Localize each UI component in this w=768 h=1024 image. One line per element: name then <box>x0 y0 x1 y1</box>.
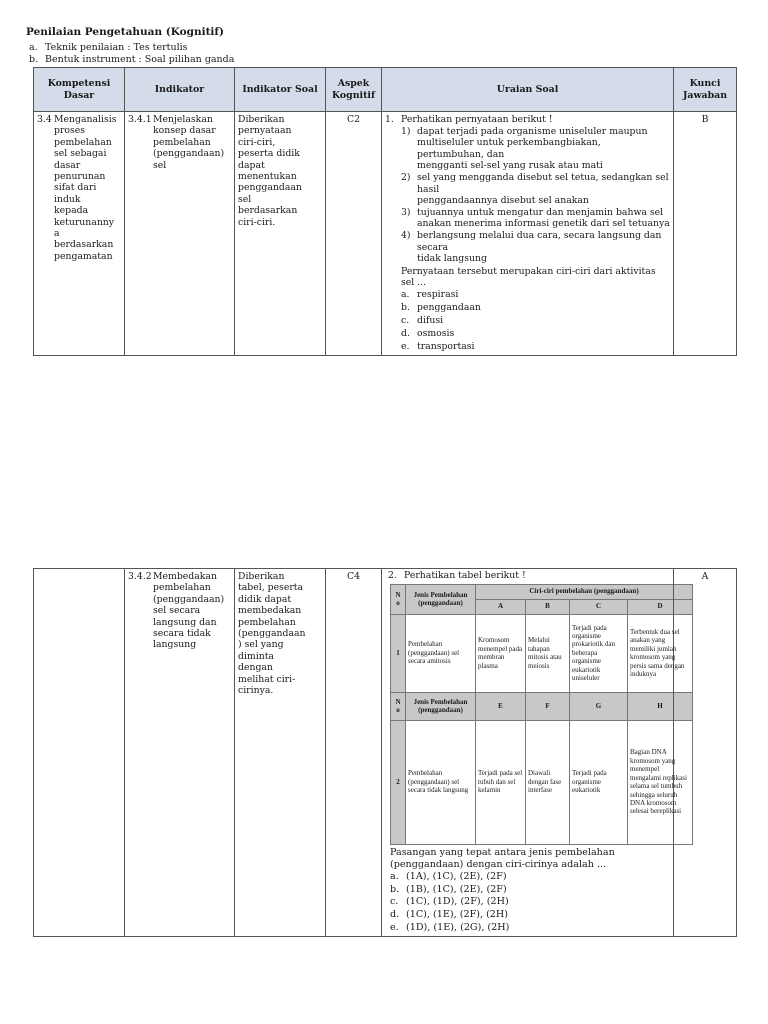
answer-option: b. penggandaan <box>401 301 481 313</box>
assessment-table-1 <box>33 67 737 356</box>
question-stem: Pasangan yang tepat antara jenis pembelahan (penggandaan) dengan ciri-cirinya adalah ... <box>390 846 615 870</box>
kd-cell: 3.4 Menganalisis proses pembelahan sel sebagai dasar penurunan sifat dari induk kepada keturunanny a berdasarkan pengamatan <box>34 112 125 356</box>
indikator-soal-line: diminta <box>238 650 274 662</box>
inner-col-header: D <box>628 599 693 614</box>
indikator-text-line: secara tidak <box>153 628 211 640</box>
answer-option: e. (1D), (1E), (2G), (2H) <box>390 922 510 934</box>
indikator-text-line: Menjelaskan <box>153 114 213 125</box>
inner-jenis-header: Jenis Pembelahan (penggandaan) <box>406 584 476 614</box>
section-title: Penilaian Pengetahuan (Kognitif) <box>26 26 224 38</box>
header-indikator-soal: Indikator Soal <box>235 68 326 112</box>
kunci-cell: A <box>674 569 737 937</box>
inner-jenis-cell: Pembelahan (penggandaan) sel secara tidak langsung <box>406 720 476 844</box>
indikator-text-line: langsung dan <box>153 616 217 628</box>
answer-option: e. transportasi <box>401 340 475 352</box>
inner-ciri-cell: Terjadi pada organisme prokariotik dan beberapa organisme eukariotik uniseluler <box>570 614 628 692</box>
pembelahan-table <box>390 584 693 845</box>
indikator-soal-line: dengan <box>238 662 273 674</box>
statement-item: 4) berlangsung melalui dua cara, secara langsung dan secara tidak langsung <box>401 229 662 265</box>
inner-ciri-cell: Diawali dengan fase interfase <box>526 720 570 844</box>
indikator-cell: 3.4.1 Menjelaskan konsep dasar pembelahan (penggandaan) sel <box>125 112 235 356</box>
header-kd: Kompetensi Dasar <box>34 68 125 112</box>
sub-item-instrument: b. Bentuk instrument : Soal pilihan ganda <box>29 54 235 65</box>
indikator-soal-line: ) sel yang <box>238 639 284 651</box>
indikator-cell: 3.4.2 Membedakan pembelahan (penggandaan) sel secara langsung dan secara tidak langsung <box>125 569 235 937</box>
kd-text-line: sel sebagai <box>54 148 107 160</box>
indikator-soal-line: melihat ciri- <box>238 673 296 685</box>
inner-ciri-cell: Terbentuk dua sel anakan yang memiliki jumlah kromosom yang persis sama dengan induknya <box>628 614 693 692</box>
uraian-cell: 1. Perhatikan pernyataan berikut ! 1) dapat terjadi pada organisme uniseluler maupun multiseluler untuk perkembangbiakan, pertumbuhan, dan mengganti sel-sel yang rusak atau mati 2) sel yang mengganda disebut sel tetua, sedangkan sel hasil penggandaannya disebut sel anakan 3) tujuannya untuk mengatur dan menjamin bahwa sel anakan menerima informasi genetik dari sel tetuanya 4) berlangsung melalui dua cara, secara langsung dan secara tidak langsung Pernyataan tersebut merupakan ciri-ciri dari aktivitas sel ... a. respirasi b. penggandaan c. difusi d. osmosis e. transportasi <box>382 112 674 356</box>
inner-no-header: N o <box>391 692 406 720</box>
indikator-text-line: Membedakan <box>153 571 217 582</box>
answer-option: d. osmosis <box>401 327 455 339</box>
statement-item: 3) tujuannya untuk mengatur dan menjamin bahwa sel anakan menerima informasi genetik dari sel tetuanya <box>401 206 670 230</box>
statement-item: 1) dapat terjadi pada organisme uniseluler maupun multiseluler untuk perkembangbiakan, pertumbuhan, dan mengganti sel-sel yang rusak atau mati <box>401 125 648 172</box>
kd-text-line: proses <box>54 125 86 137</box>
kd-text-line: dasar <box>54 159 81 171</box>
kd-cell-empty <box>34 569 125 937</box>
indikator-soal-line: berdasarkan <box>238 205 298 217</box>
indikator-soal-line: peserta didik <box>238 148 300 160</box>
indikator-text-line: pembelahan <box>153 582 211 594</box>
inner-jenis-header: Jenis Pembelahan (penggandaan) <box>406 692 476 720</box>
aspek-cell: C4 <box>326 569 382 937</box>
inner-ciri-cell: Melalui tahapan mitosis atau meiosis <box>526 614 570 692</box>
indikator-text-line: sel <box>153 159 167 171</box>
indikator-soal-line: Diberikan <box>238 571 285 582</box>
indikator-soal-line: Diberikan <box>238 114 285 125</box>
answer-option: b. (1B), (1C), (2E), (2F) <box>390 883 507 895</box>
kd-text-line: induk kepada <box>54 193 89 217</box>
indikator-text-line: konsep dasar <box>153 125 216 137</box>
indikator-soal-line: pembelahan <box>238 616 296 628</box>
indikator-soal-line: ciri-ciri. <box>238 216 276 228</box>
inner-col-header: G <box>570 692 628 720</box>
inner-col-header: H <box>628 692 693 720</box>
inner-col-header: A <box>476 599 526 614</box>
header-uraian: Uraian Soal <box>382 68 674 112</box>
answer-option: d. (1C), (1E), (2F), (2H) <box>390 909 509 921</box>
kd-text-line: pengamatan <box>54 250 113 262</box>
answer-option: a. respirasi <box>401 288 459 300</box>
statement-item: 2) sel yang mengganda disebut sel tetua, sedangkan sel hasil penggandaannya disebut sel anakan <box>401 171 669 207</box>
question-stem: Pernyataan tersebut merupakan ciri-ciri dari aktivitas sel ... <box>401 265 656 289</box>
kd-text-line: a <box>54 228 60 240</box>
assessment-table-2 <box>33 568 737 937</box>
aspek-cell: C2 <box>326 112 382 356</box>
indikator-text-line: (penggandaan) <box>153 593 225 605</box>
sub-item-technique: a. Teknik penilaian : Tes tertulis <box>29 42 188 53</box>
indikator-soal-line: dapat <box>238 159 265 171</box>
inner-ciri-cell: Terjadi pada organisme eukariotik <box>570 720 628 844</box>
indikator-soal-line: ciri-ciri, <box>238 136 276 148</box>
answer-option: c. (1C), (1D), (2F), (2H) <box>390 896 509 908</box>
indikator-soal-line: membedakan <box>238 605 302 617</box>
indikator-soal-line: menentukan <box>238 171 297 183</box>
answer-option: a. (1A), (1C), (2E), (2F) <box>390 870 507 882</box>
indikator-text-line: langsung <box>153 639 197 651</box>
inner-row-no: 2 <box>391 720 406 844</box>
indikator-text-line: sel secara <box>153 605 201 617</box>
indikator-soal-line: penggandaan <box>238 182 302 194</box>
indikator-soal-line: tabel, peserta <box>238 582 304 594</box>
indikator-soal-line: pernyataan <box>238 125 292 137</box>
inner-col-header: E <box>476 692 526 720</box>
kd-text-line: pembelahan <box>54 136 112 148</box>
inner-ciri-header: Ciri-ciri pembelahan (penggandaan) <box>476 584 693 599</box>
indikator-soal-cell <box>235 569 326 937</box>
inner-no-header: N o <box>391 584 406 614</box>
indikator-soal-cell <box>235 112 326 356</box>
indikator-soal-line: didik dapat <box>238 593 292 605</box>
uraian-cell: 2. Perhatikan tabel berikut ! N o Jenis Pembelahan (penggandaan) Ciri-ciri pembelahan (penggandaan) A B C D 1 Pembelahan (penggandaan) sel secara amitosis Kromosom menempel pada membran plasma Melalui tahapan mitosis atau meiosis Terjadi pada organisme prokariotik dan beberapa organisme eukariotik uniseluler Terbentuk dua sel anakan yang memiliki jumlah kromosom yang persis sama dengan induknya N o Jenis Pembelahan (penggandaan) E F G H 2 Pembelahan (penggandaan) sel secara tidak langsung Terjadi pada sel tubuh dan sel kelamin Diawali dengan fase interfase Terjadi pada organisme eukariotik Bagian DNA kromosom yang menempel mengalami replikasi selama sel tumbuh sehingga seluruh DNA kromosom selesai bereplikasi Pasangan yang tepat antara jenis pembelahan (penggandaan) dengan ciri-cirinya adalah ... a. (1A), (1C), (2E), (2F) b. (1B), (1C), (2E), (2F) c. (1C), (1D), (2F), (2H) d. (1C), (1E), (2F), (2H) e. (1D), (1E), (2G), (2H) <box>382 569 674 937</box>
kd-text-line: Menganalisis <box>54 114 117 125</box>
inner-ciri-cell: Bagian DNA kromosom yang menempel mengalami replikasi selama sel tumbuh sehingga seluruh DNA kromosom selesai bereplikasi <box>628 720 693 844</box>
inner-ciri-cell: Kromosom menempel pada membran plasma <box>476 614 526 692</box>
indikator-soal-line: cirinya. <box>238 685 274 697</box>
inner-row-no: 1 <box>391 614 406 692</box>
inner-jenis-cell: Pembelahan (penggandaan) sel secara amitosis <box>406 614 476 692</box>
kd-text-line: sifat dari <box>54 182 97 194</box>
kunci-cell: B <box>674 112 737 356</box>
header-kunci: Kunci Jawaban <box>674 68 737 112</box>
indikator-soal-line: sel <box>238 193 252 205</box>
kd-text-line: berdasarkan <box>54 239 114 251</box>
header-indikator: Indikator <box>125 68 235 112</box>
inner-col-header: B <box>526 599 570 614</box>
inner-ciri-cell: Terjadi pada sel tubuh dan sel kelamin <box>476 720 526 844</box>
answer-option: c. difusi <box>401 314 444 326</box>
kd-text-line: penurunan <box>54 171 106 183</box>
indikator-soal-line: (penggandaan <box>238 628 306 640</box>
inner-col-header: C <box>570 599 628 614</box>
kd-text-line: keturunanny <box>54 216 115 228</box>
indikator-text-line: (penggandaan) <box>153 148 225 160</box>
header-aspek: Aspek Kognitif <box>326 68 382 112</box>
indikator-text-line: pembelahan <box>153 136 211 148</box>
inner-col-header: F <box>526 692 570 720</box>
